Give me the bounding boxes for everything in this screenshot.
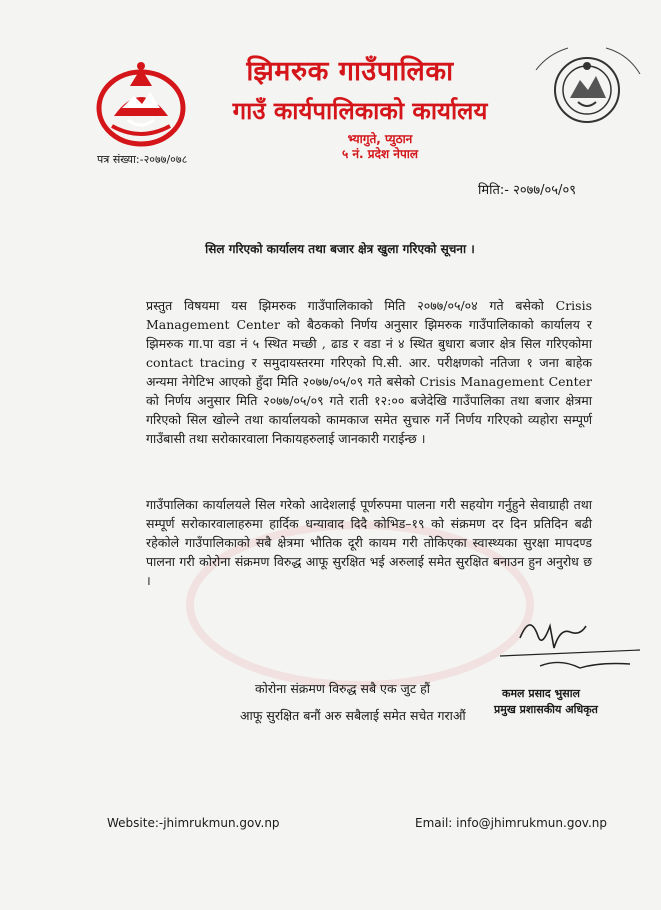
body-paragraph-2: गाउँपालिका कार्यालयले सिल गरेको आदेशलाई पूर्णरुपमा पालना गरी सहयोग गर्नुहुने सेवाग्राही तथा सम्पूर्ण सरोकारवालाहरुमा हार्दिक धन्यावाद दिदै कोभिड–१९ को संक्रमण दर दिन प्रतिदिन बढी रहेकोले गाउँपालिकाको सबै क्षेत्रमा भौतिक दूरी कायम गरी तोकिएका स्वास्थ्यका सुरक्षा मापदण्ड पालना गरी कोरोना संक्रमण विरुद्ध आफू सुरक्षित भई अरुलाई समेत सुरक्षित बनाउन हुन अनुरोध छ । xyxy=(146,497,592,588)
slogan-line1: कोरोना संक्रमण विरुद्ध सबै एक जुट हौं xyxy=(255,681,430,696)
signatory-title: प्रमुख प्रशासकीय अधिकृत xyxy=(494,703,598,716)
letter-date: मिति:- २०७७/०५/०९ xyxy=(478,183,576,198)
address-line2: ५ नं. प्रदेश नेपाल xyxy=(341,147,419,161)
org-name: झिमरुक गाउँपालिका xyxy=(246,56,454,87)
signature-icon xyxy=(500,608,650,678)
nepal-emblem-icon xyxy=(92,58,190,148)
address-line1: भ्यागुते, प्युठान xyxy=(347,132,413,146)
slogan-line2: आफू सुरक्षित बनौं अरु सबैलाई समेत सचेत गराऔं xyxy=(240,708,466,723)
reference-number: पत्र संख्या:-२०७७/०७८ xyxy=(97,153,188,166)
signatory-name: कमल प्रसाद भुसाल xyxy=(502,687,581,700)
footer-website: Website:-jhimrukmun.gov.np xyxy=(107,816,280,830)
subject-line: सिल गरिएको कार्यालय तथा बजार क्षेत्र खुला गरिएको सूचना । xyxy=(205,242,475,256)
office-name: गाउँ कार्यपालिकाको कार्यालय xyxy=(232,97,488,125)
body-paragraph-1: प्रस्तुत विषयमा यस झिमरुक गाउँपालिकाको मिति २०७७/०५/०४ गते बसेको Crisis Management Center को बैठकको निर्णय अनुसार झिमरुक गाउँपालिकाको कार्यालय र झिमरुक गा.पा वडा नं ५ स्थित मच्छी , ढाड र वडा नं ४ स्थित बुधारा बजार क्षेत्र सिल गरिएकोमा contact tracing र समुदायस्तरमा गरिएको पि.सी. आर. परीक्षणको नतिजा १ जना बाहेक अन्यमा नेगेटिभ आएको हुँदा मिति २०७७/०५/०९ गते बसेको Crisis Management Center को निर्णय अनुसार मिति २०७७/०५/०९ गते राती १२:०० बजेदेखि गाउँपालिका तथा बजार क्षेत्रमा गरिएको सिल खोल्ने तथा कार्यालयको कामकाज समेत सुचारु गर्ने निर्णय गरिएको व्यहोरा सम्पूर्ण गाउँबासी तथा सरोकारवाला निकायहरुलाई जानकारी गराईन्छ । xyxy=(146,298,592,446)
municipality-logo-icon xyxy=(528,40,646,145)
footer-email: Email: info@jhimrukmun.gov.np xyxy=(415,816,607,830)
